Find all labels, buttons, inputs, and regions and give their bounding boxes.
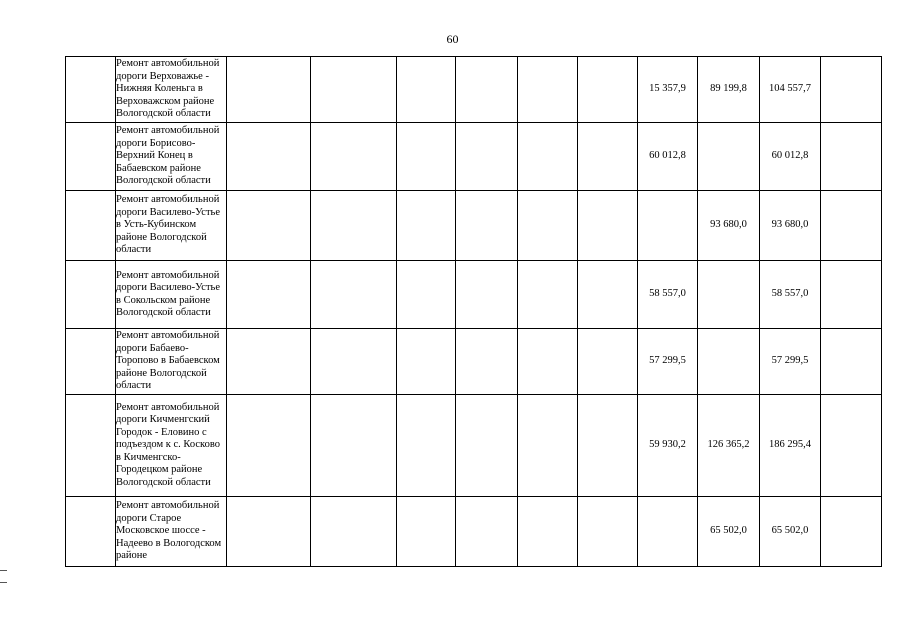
value-cell-1 [638, 497, 698, 567]
table-row [66, 123, 882, 191]
table-row [66, 329, 882, 395]
total-cell: 186 295,4 [760, 395, 821, 497]
table-row [66, 57, 882, 123]
value-cell-1: 60 012,8 [638, 123, 698, 191]
value-cell-1 [638, 191, 698, 261]
value-cell-1: 57 299,5 [638, 329, 698, 395]
table-row [66, 261, 882, 329]
value-cell-2: 93 680,0 [698, 191, 760, 261]
total-cell: 104 557,7 [760, 57, 821, 123]
table-row [66, 395, 882, 497]
value-cell-1: 59 930,2 [638, 395, 698, 497]
total-cell: 57 299,5 [760, 329, 821, 395]
total-cell: 93 680,0 [760, 191, 821, 261]
work-name-cell: Ремонт автомобильной дороги Кичменгский Городок - Еловино с подъездом к с. Косково в Кичменгско-Городецком районе Вологодской области [116, 395, 227, 497]
budget-table [65, 56, 882, 567]
value-cell-2: 126 365,2 [698, 395, 760, 497]
page-number: 60 [446, 32, 459, 46]
value-cell-2 [698, 261, 760, 329]
value-cell-2 [698, 329, 760, 395]
scan-edge-mark [0, 570, 7, 571]
value-cell-1: 58 557,0 [638, 261, 698, 329]
number-cell [66, 395, 116, 497]
number-cell [66, 329, 116, 395]
work-name-cell: Ремонт автомобильной дороги Борисово-Верхний Конец в Бабаевском районе Вологодской области [116, 123, 227, 191]
work-name-cell: Ремонт автомобильной дороги Василево-Устье в Усть-Кубинском районе Вологодской области [116, 191, 227, 261]
total-cell: 60 012,8 [760, 123, 821, 191]
number-cell [66, 497, 116, 567]
work-name-cell: Ремонт автомобильной дороги Бабаево-Торопово в Бабаевском районе Вологодской области [116, 329, 227, 395]
total-cell: 65 502,0 [760, 497, 821, 567]
value-cell-2: 89 199,8 [698, 57, 760, 123]
table-row [66, 497, 882, 567]
number-cell [66, 191, 116, 261]
work-name-cell: Ремонт автомобильной дороги Василево-Устье в Сокольском районе Вологодской области [116, 261, 227, 329]
value-cell-2: 65 502,0 [698, 497, 760, 567]
table-row [66, 191, 882, 261]
number-cell [66, 261, 116, 329]
value-cell-2 [698, 123, 760, 191]
value-cell-1: 15 357,9 [638, 57, 698, 123]
work-name-cell: Ремонт автомобильной дороги Верховажье - Нижняя Коленьга в Верховажском районе Вологодской области [116, 57, 227, 123]
work-name-cell: Ремонт автомобильной дороги Старое Московское шоссе - Надеево в Вологодском районе [116, 497, 227, 567]
number-cell [66, 123, 116, 191]
scan-edge-mark [0, 582, 7, 583]
total-cell: 58 557,0 [760, 261, 821, 329]
number-cell [66, 57, 116, 123]
